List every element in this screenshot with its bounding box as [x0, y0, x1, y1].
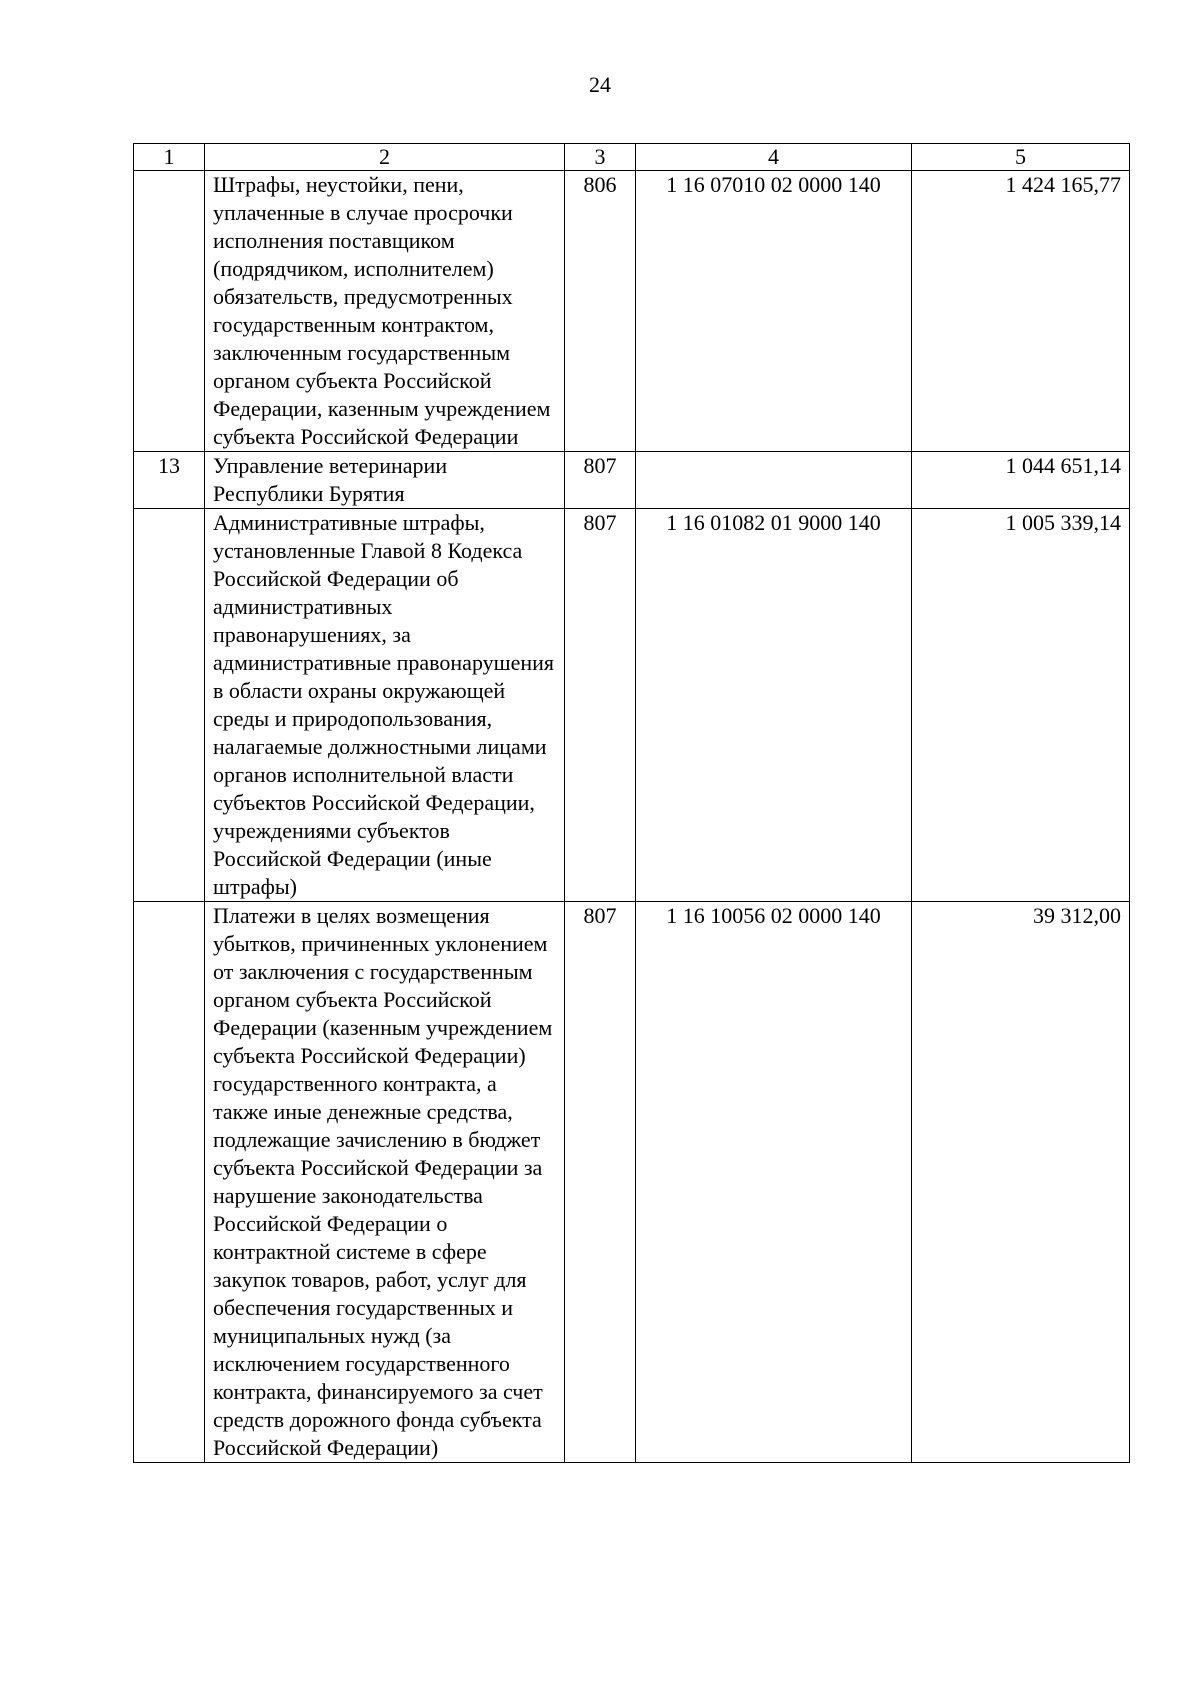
row-budget-code: 1 16 01082 01 9000 140 [636, 509, 912, 902]
header-cell-3: 3 [565, 144, 636, 171]
row-number [134, 171, 205, 452]
row-admin-code: 807 [565, 509, 636, 902]
row-number [134, 902, 205, 1463]
row-amount: 1 424 165,77 [912, 171, 1130, 452]
row-admin-code: 806 [565, 171, 636, 452]
table-header-row [134, 144, 1130, 171]
page-number: 24 [589, 72, 611, 97]
row-amount: 1 005 339,14 [912, 509, 1130, 902]
row-number [134, 509, 205, 902]
table-row [134, 452, 1130, 509]
table-row [134, 902, 1130, 1463]
row-amount: 39 312,00 [912, 902, 1130, 1463]
header-cell-1: 1 [134, 144, 205, 171]
row-description: Административные штрафы, установленные Главой 8 Кодекса Российской Федерации об административных правонарушениях, за административные правонарушения в области охраны окружающей среды и природопользования, налагаемые должностными лицами органов исполнительной власти субъектов Российской Федерации, учреждениями субъектов Российской Федерации (иные штрафы) [205, 509, 565, 902]
row-admin-code: 807 [565, 902, 636, 1463]
header-cell-5: 5 [912, 144, 1130, 171]
row-number: 13 [134, 452, 205, 509]
header-cell-2: 2 [205, 144, 565, 171]
revenue-table [133, 143, 1130, 1463]
row-admin-code: 807 [565, 452, 636, 509]
row-amount: 1 044 651,14 [912, 452, 1130, 509]
table-row [134, 171, 1130, 452]
row-budget-code [636, 452, 912, 509]
row-description: Управление ветеринарии Республики Бурятия [205, 452, 565, 509]
header-cell-4: 4 [636, 144, 912, 171]
table-row [134, 509, 1130, 902]
row-description: Платежи в целях возмещения убытков, причиненных уклонением от заключения с государственным органом субъекта Российской Федерации (казенным учреждением субъекта Российской Федерации) государственного контракта, а также иные денежные средства, подлежащие зачислению в бюджет субъекта Российской Федерации за нарушение законодательства Российской Федерации о контрактной системе в сфере закупок товаров, работ, услуг для обеспечения государственных и муниципальных нужд (за исключением государственного контракта, финансируемого за счет средств дорожного фонда субъекта Российской Федерации) [205, 902, 565, 1463]
row-budget-code: 1 16 10056 02 0000 140 [636, 902, 912, 1463]
row-description: Штрафы, неустойки, пени, уплаченные в случае просрочки исполнения поставщиком (подрядчиком, исполнителем) обязательств, предусмотренных государственным контрактом, заключенным государственным органом субъекта Российской Федерации, казенным учреждением субъекта Российской Федерации [205, 171, 565, 452]
row-budget-code: 1 16 07010 02 0000 140 [636, 171, 912, 452]
